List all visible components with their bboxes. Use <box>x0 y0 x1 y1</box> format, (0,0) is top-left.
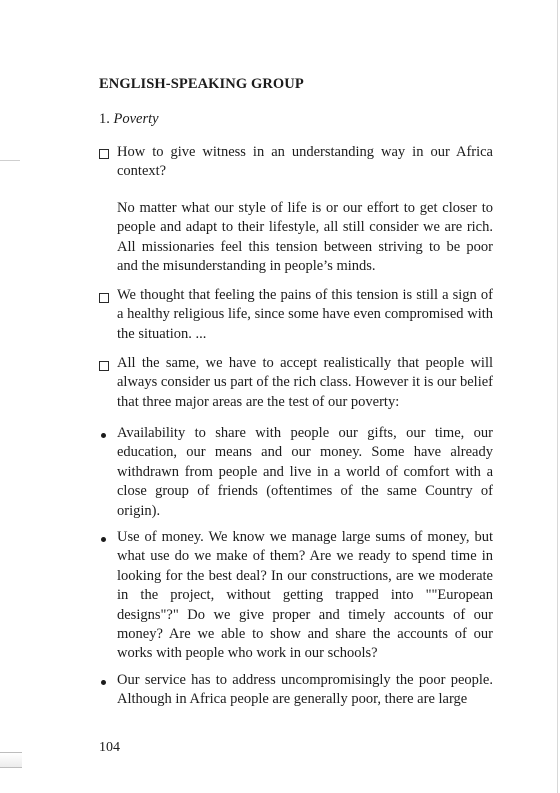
bullet-icon <box>101 680 106 685</box>
list-item: Availability to share with people our gifts, our time, our education, our means and our money. Some have already withdrawn from people and live in a world of comfort with a close group of friends (oftentimes of the same Country of origin). <box>117 425 493 519</box>
group-heading: ENGLISH-SPEAKING GROUP <box>99 76 304 92</box>
bullet-icon <box>101 433 106 438</box>
section-title: Poverty <box>113 111 159 127</box>
list-item: We thought that feeling the pains of this tension is still a sign of a healthy religious life, since some have even compromised with the situation. ... <box>117 287 493 342</box>
list-item: All the same, we have to accept realistically that people will always consider us part of the rich class. However it is our belief that three major areas are the test of our poverty: <box>117 355 493 410</box>
bullet-icon <box>101 537 106 542</box>
section-heading <box>99 111 159 128</box>
scan-edge-mark <box>0 160 20 161</box>
scan-edge-binding <box>0 752 22 768</box>
checkbox-icon <box>99 293 109 303</box>
list-item: Use of money. We know we manage large sums of money, but what use do we make of them? Are we ready to spend time in looking for the best deal? In our constructions, are we moderate in the project, without getting trapped into ""European designs"?" Do we give proper and timely accounts of our money? Are we able to show and share the accounts of our works with people who work in our schools? <box>117 529 493 662</box>
checkbox-icon <box>99 149 109 159</box>
page-number: 104 <box>99 740 120 755</box>
list-item: Our service has to address uncompromisingly the poor people. Although in Africa people are generally poor, there are large <box>117 672 493 708</box>
list-item: How to give witness in an understanding way in our Africa context? <box>117 144 493 180</box>
section-number: 1. <box>99 111 110 127</box>
paragraph: No matter what our style of life is or our effort to get closer to people and adapt to their lifestyle, all still consider we are rich. All missionaries feel this tension between striving to be poor and the misunderstanding in people’s minds. <box>117 200 493 275</box>
checkbox-icon <box>99 361 109 371</box>
scan-edge-right <box>557 0 558 793</box>
